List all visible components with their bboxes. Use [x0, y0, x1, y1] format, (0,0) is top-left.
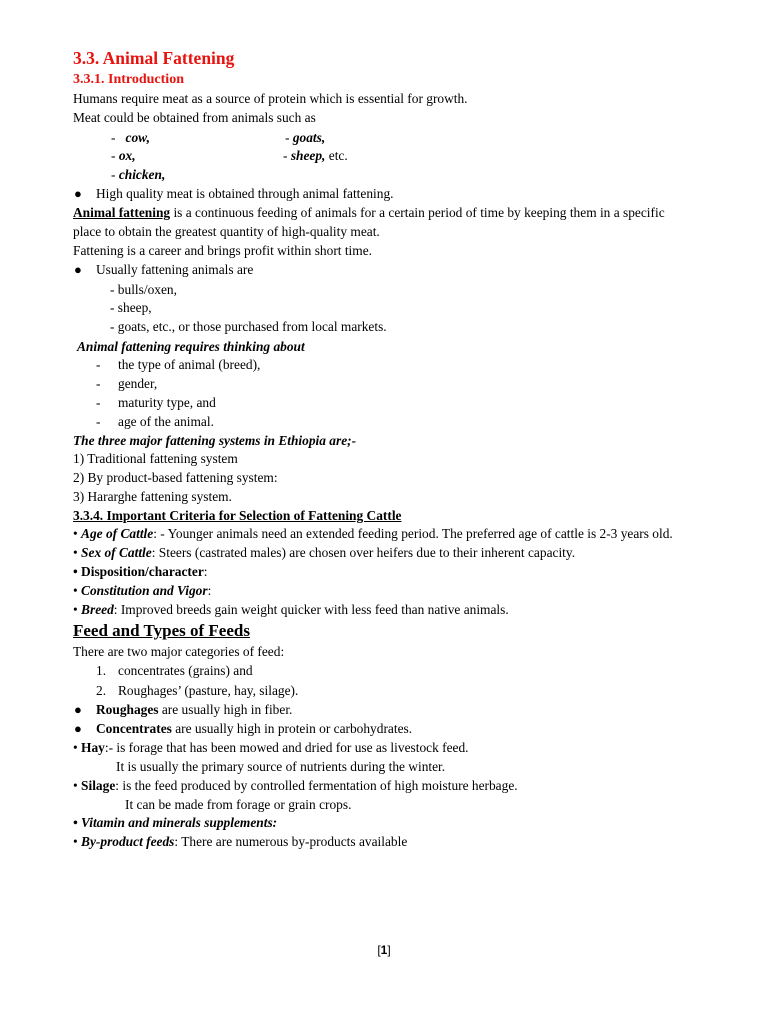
feed-item: • Silage: is the feed produced by controlled fermentation of high moisture herbage. [73, 778, 518, 793]
feed-item: • Hay:- is forage that has been mowed and dried for use as livestock feed. [73, 740, 469, 755]
bullet-text: Concentrates are usually high in protein or carbohydrates. [96, 721, 413, 736]
list-item: - sheep, [110, 300, 152, 315]
list-number: 1. [96, 663, 107, 678]
definition-line: Animal fattening is a continuous feeding of animals for a certain period of time by keeping them in a specific [73, 205, 665, 220]
list-item: concentrates (grains) and [118, 663, 253, 678]
list-item: - goats, etc., or those purchased from local markets. [110, 319, 387, 334]
feed-item: • By-product feeds: There are numerous by-products available [73, 834, 408, 849]
list-item: Roughages’ (pasture, hay, silage). [118, 683, 299, 698]
paragraph: Fattening is a career and brings profit within short time. [73, 243, 372, 258]
list-item: - bulls/oxen, [110, 282, 177, 297]
subsection-heading: 3.3.1. Introduction [73, 72, 184, 87]
criteria-item: • Age of Cattle: - Younger animals need an extended feeding period. The preferred age of cattle is 2-3 years old. [73, 526, 673, 541]
list-item: 2) By product-based fattening system: [73, 470, 278, 485]
bullet-text: High quality meat is obtained through animal fattening. [96, 186, 394, 201]
animal-list-item: - sheep, etc. [283, 148, 348, 163]
criteria-item: • Disposition/character: [73, 564, 208, 579]
criteria-item: • Breed: Improved breeds gain weight quicker with less feed than native animals. [73, 602, 509, 617]
list-dash: - [96, 414, 101, 429]
requires-title: Animal fattening requires thinking about [77, 339, 305, 354]
list-item: 3) Hararghe fattening system. [73, 489, 232, 504]
animal-list-item: - cow, [111, 130, 150, 145]
paragraph: There are two major categories of feed: [73, 644, 285, 659]
list-dash: - [96, 376, 101, 391]
feed-heading: Feed and Types of Feeds [73, 621, 250, 640]
animal-list-item: - chicken, [111, 167, 166, 182]
list-item: 1) Traditional fattening system [73, 451, 238, 466]
criteria-item: • Sex of Cattle: Steers (castrated males) are chosen over heifers due to their inherent capacity. [73, 545, 576, 560]
feed-item-continuation: It is usually the primary source of nutrients during the winter. [116, 759, 446, 774]
list-item: gender, [118, 376, 158, 391]
list-item: age of the animal. [118, 414, 214, 429]
criteria-title: 3.3.4. Important Criteria for Selection of Fattening Cattle [73, 508, 402, 523]
animal-list-item: - ox, [111, 148, 136, 163]
bullet-icon: ● [74, 702, 82, 717]
section-heading: 3.3. Animal Fattening [73, 48, 235, 68]
list-item: the type of animal (breed), [118, 357, 261, 372]
bullet-icon: ● [74, 186, 82, 201]
list-dash: - [96, 357, 101, 372]
feed-item: • Vitamin and minerals supplements: [73, 815, 278, 830]
paragraph: Humans require meat as a source of protein which is essential for growth. [73, 91, 468, 106]
bullet-icon: ● [74, 262, 82, 277]
bullet-icon: ● [74, 721, 82, 736]
animal-list-item: - goats, [285, 130, 326, 145]
feed-item-continuation: It can be made from forage or grain crops. [125, 797, 352, 812]
bullet-text: Usually fattening animals are [96, 262, 254, 277]
list-dash: - [96, 395, 101, 410]
definition-line: place to obtain the greatest quantity of high-quality meat. [73, 224, 380, 239]
list-number: 2. [96, 683, 107, 698]
systems-title: The three major fattening systems in Ethiopia are;- [73, 433, 357, 448]
criteria-item: • Constitution and Vigor: [73, 583, 212, 598]
page-number: [1] [377, 943, 391, 957]
paragraph: Meat could be obtained from animals such as [73, 110, 316, 125]
list-item: maturity type, and [118, 395, 216, 410]
bullet-text: Roughages are usually high in fiber. [96, 702, 293, 717]
